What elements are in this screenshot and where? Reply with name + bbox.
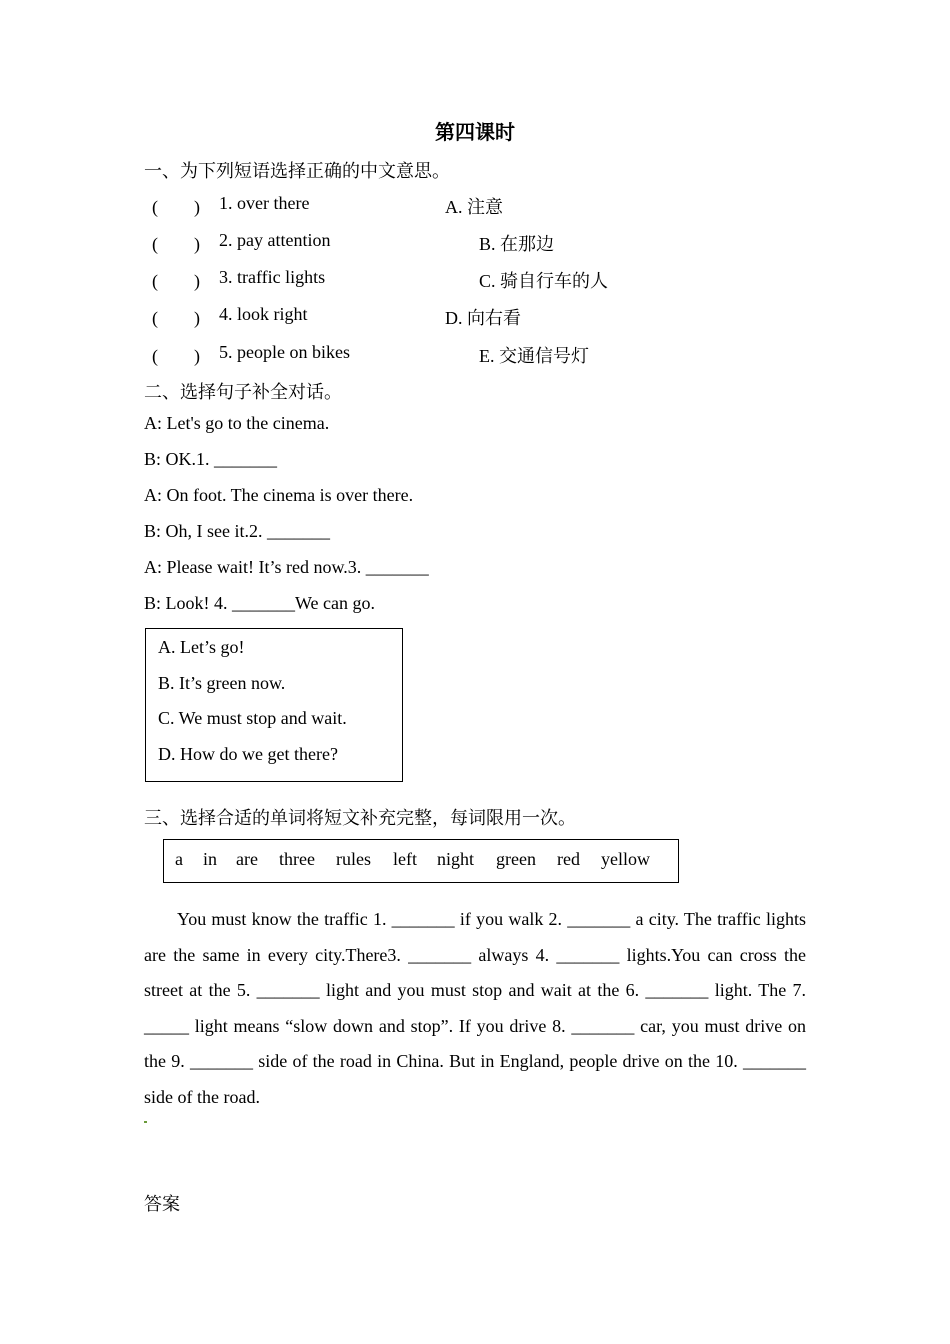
section2-heading: 二、选择句子补全对话。 (144, 382, 342, 402)
meaning-option: B. 在那边 (479, 234, 555, 254)
phrase-item: 5. people on bikes (219, 342, 350, 362)
meaning-option: A. 注意 (445, 197, 503, 217)
mark-dot (144, 1121, 147, 1123)
word-bank-item: green (496, 849, 536, 869)
word-bank-item: yellow (601, 849, 650, 869)
dialogue-line: A: Please wait! It’s red now.3. _______ (144, 557, 429, 577)
answer-blank[interactable]: ( ) (152, 197, 200, 217)
sentence-option: C. We must stop and wait. (158, 708, 347, 728)
sentence-option: A. Let’s go! (158, 637, 245, 657)
word-bank-item: left (393, 849, 417, 869)
phrase-item: 1. over there (219, 193, 310, 213)
word-bank-item: a (175, 849, 183, 869)
sentence-options-box (145, 628, 403, 782)
word-bank (163, 839, 679, 883)
word-bank-item: three (279, 849, 315, 869)
dialogue-line: B: OK.1. _______ (144, 449, 278, 469)
word-bank-item: night (437, 849, 475, 869)
dialogue-line: A: On foot. The cinema is over there. (144, 485, 414, 505)
section1-heading: 一、为下列短语选择正确的中文意思。 (144, 161, 450, 181)
word-bank-item: in (203, 849, 218, 869)
dialogue-line: B: Look! 4. _______We can go. (144, 593, 376, 613)
page-title: 第四课时 (435, 122, 515, 144)
meaning-option: D. 向右看 (445, 308, 521, 328)
answer-blank[interactable]: ( ) (152, 308, 200, 328)
sentence-option: D. How do we get there? (158, 744, 338, 764)
answer-blank[interactable]: ( ) (152, 234, 200, 254)
dialogue-line: A: Let's go to the cinema. (144, 413, 330, 433)
phrase-item: 2. pay attention (219, 230, 331, 250)
phrase-item: 4. look right (219, 304, 308, 324)
word-bank-item: rules (336, 849, 371, 869)
cloze-paragraph: You must know the traffic 1. _______ if you walk 2. _______ a city. The traffic lights are the same in every city.There3. _______ always 4. _______ lights.You can cross the street at the 5. _______ light and you must stop and wait at the 6. _______ light. The 7. _____ light means “slow down and stop”. If you drive 8. _______ car, you must drive on the 9. _______ side of the road in China. But in England, people drive on the 10. _______ side of the road. (144, 909, 806, 1107)
word-bank-item: red (557, 849, 580, 869)
word-bank-item: are (236, 849, 258, 869)
answer-blank[interactable]: ( ) (152, 271, 200, 291)
section3-heading: 三、选择合适的单词将短文补充完整，每词限用一次。 (144, 808, 576, 828)
dialogue-line: B: Oh, I see it.2. _______ (144, 521, 330, 541)
meaning-option: C. 骑自行车的人 (479, 271, 609, 291)
answer-blank[interactable]: ( ) (152, 346, 200, 366)
phrase-item: 3. traffic lights (219, 267, 326, 287)
sentence-option: B. It’s green now. (158, 673, 286, 693)
answer-label: 答案 (144, 1194, 180, 1214)
meaning-option: E. 交通信号灯 (479, 346, 589, 366)
